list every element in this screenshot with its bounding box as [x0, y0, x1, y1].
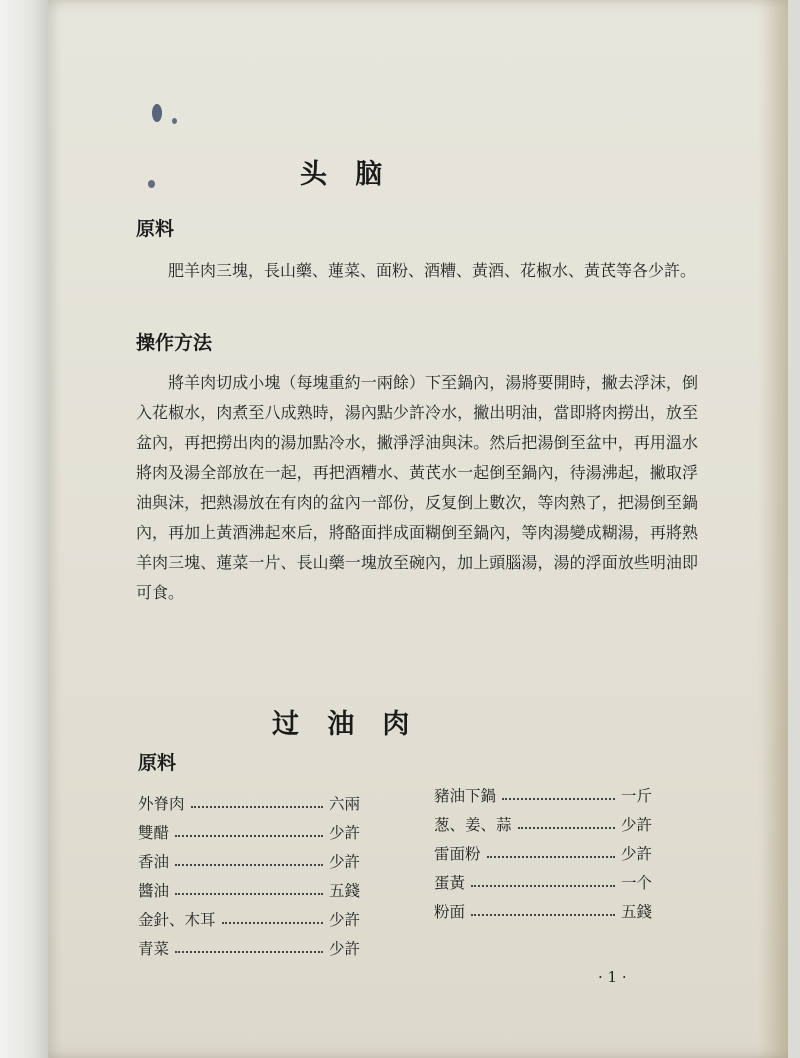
dot-leader	[471, 914, 615, 916]
recipe-title-guoyourou: 过 油 肉	[272, 709, 410, 740]
ingredient-name: 雙醋	[138, 823, 170, 842]
dot-leader	[487, 856, 615, 858]
page-number: · 1 ·	[598, 968, 627, 986]
ingredient-row	[138, 846, 360, 875]
method-paragraph: 將羊肉切成小塊（每塊重約一兩餘）下至鍋內，湯將要開時，撇去浮沫，倒入花椒水，肉煮至八成熟時，湯內點少許冷水，撇出明油，當即將肉撈出，放至盆內，再把撈出肉的湯加點冷水，撇淨浮油與沫。然后把湯倒至盆中，再用溫水將肉及湯全部放在一起，再把酒糟水、黃芪水一起倒至鍋內，待湯沸起，撇取浮油與沫，把熱湯放在有肉的盆內一部份，反复倒上數次，等肉熟了，把湯倒至鍋內，再加上黃酒沸起來后，將酪面拌成面糊倒至鍋內，等肉湯變成糊湯，再將熟羊肉三塊、蓮菜一片、長山藥一塊放至碗內，加上頭腦湯，湯的浮面放些明油即可食。	[136, 373, 698, 602]
book-binding	[0, 0, 52, 1058]
ingredient-row	[138, 817, 360, 846]
ink-smudge-mark	[172, 118, 177, 124]
book-page	[48, 0, 788, 1058]
ingredient-row	[138, 904, 360, 933]
ingredient-qty: 五錢	[620, 902, 652, 921]
ingredient-row	[138, 933, 360, 962]
ingredient-list-left	[138, 788, 360, 962]
dot-leader	[471, 885, 615, 887]
ingredient-row	[138, 875, 360, 904]
ingredient-qty: 少許	[328, 823, 360, 842]
dot-leader	[175, 864, 323, 866]
ingredient-name: 金針、木耳	[138, 910, 216, 929]
ingredient-name: 粉面	[434, 902, 466, 921]
dot-leader	[222, 922, 323, 924]
ingredient-name: 青菜	[138, 939, 170, 958]
method-heading: 操作方法	[136, 332, 213, 354]
dot-leader	[502, 798, 615, 800]
dot-leader	[518, 827, 615, 829]
dot-leader	[175, 893, 323, 895]
ingredient-qty: 一斤	[620, 786, 652, 805]
ingredient-name: 雷面粉	[434, 844, 481, 863]
ingredient-qty: 少許	[620, 815, 652, 834]
page-edge-shadow	[758, 0, 788, 1058]
dot-leader	[175, 835, 323, 837]
ingredient-name: 蛋黃	[434, 873, 466, 892]
ingredient-row	[434, 896, 652, 925]
ingredient-name: 香油	[138, 852, 170, 871]
ingredients-heading-2: 原料	[138, 752, 177, 774]
ingredients-heading: 原料	[136, 218, 175, 240]
recipe-title-tounao: 头 脑	[300, 159, 383, 190]
ingredient-row	[138, 788, 360, 817]
ingredient-qty: 一个	[620, 873, 652, 892]
ingredient-row	[434, 809, 652, 838]
ingredient-row	[434, 780, 652, 809]
ingredient-row	[434, 838, 652, 867]
dot-leader	[191, 806, 323, 808]
ingredient-qty: 少許	[328, 939, 360, 958]
ingredient-name: 葱、姜、蒜	[434, 815, 512, 834]
ingredient-row	[434, 867, 652, 896]
ingredient-qty: 少許	[328, 852, 360, 871]
ingredient-qty: 六兩	[328, 794, 360, 813]
ingredient-name: 外脊肉	[138, 794, 185, 813]
ingredient-qty: 少許	[620, 844, 652, 863]
ingredients-paragraph: 肥羊肉三塊，長山藥、蓮菜、面粉、酒糟、黃酒、花椒水、黃芪等各少許。	[168, 261, 697, 280]
ingredient-qty: 五錢	[328, 881, 360, 900]
ingredient-name: 豬油下鍋	[434, 786, 497, 805]
ingredient-qty: 少許	[328, 910, 360, 929]
ink-smudge-mark	[148, 180, 155, 188]
ingredient-name: 醬油	[138, 881, 170, 900]
ink-smudge-mark	[152, 104, 162, 122]
ingredient-list-right	[434, 780, 652, 925]
dot-leader	[175, 951, 323, 953]
